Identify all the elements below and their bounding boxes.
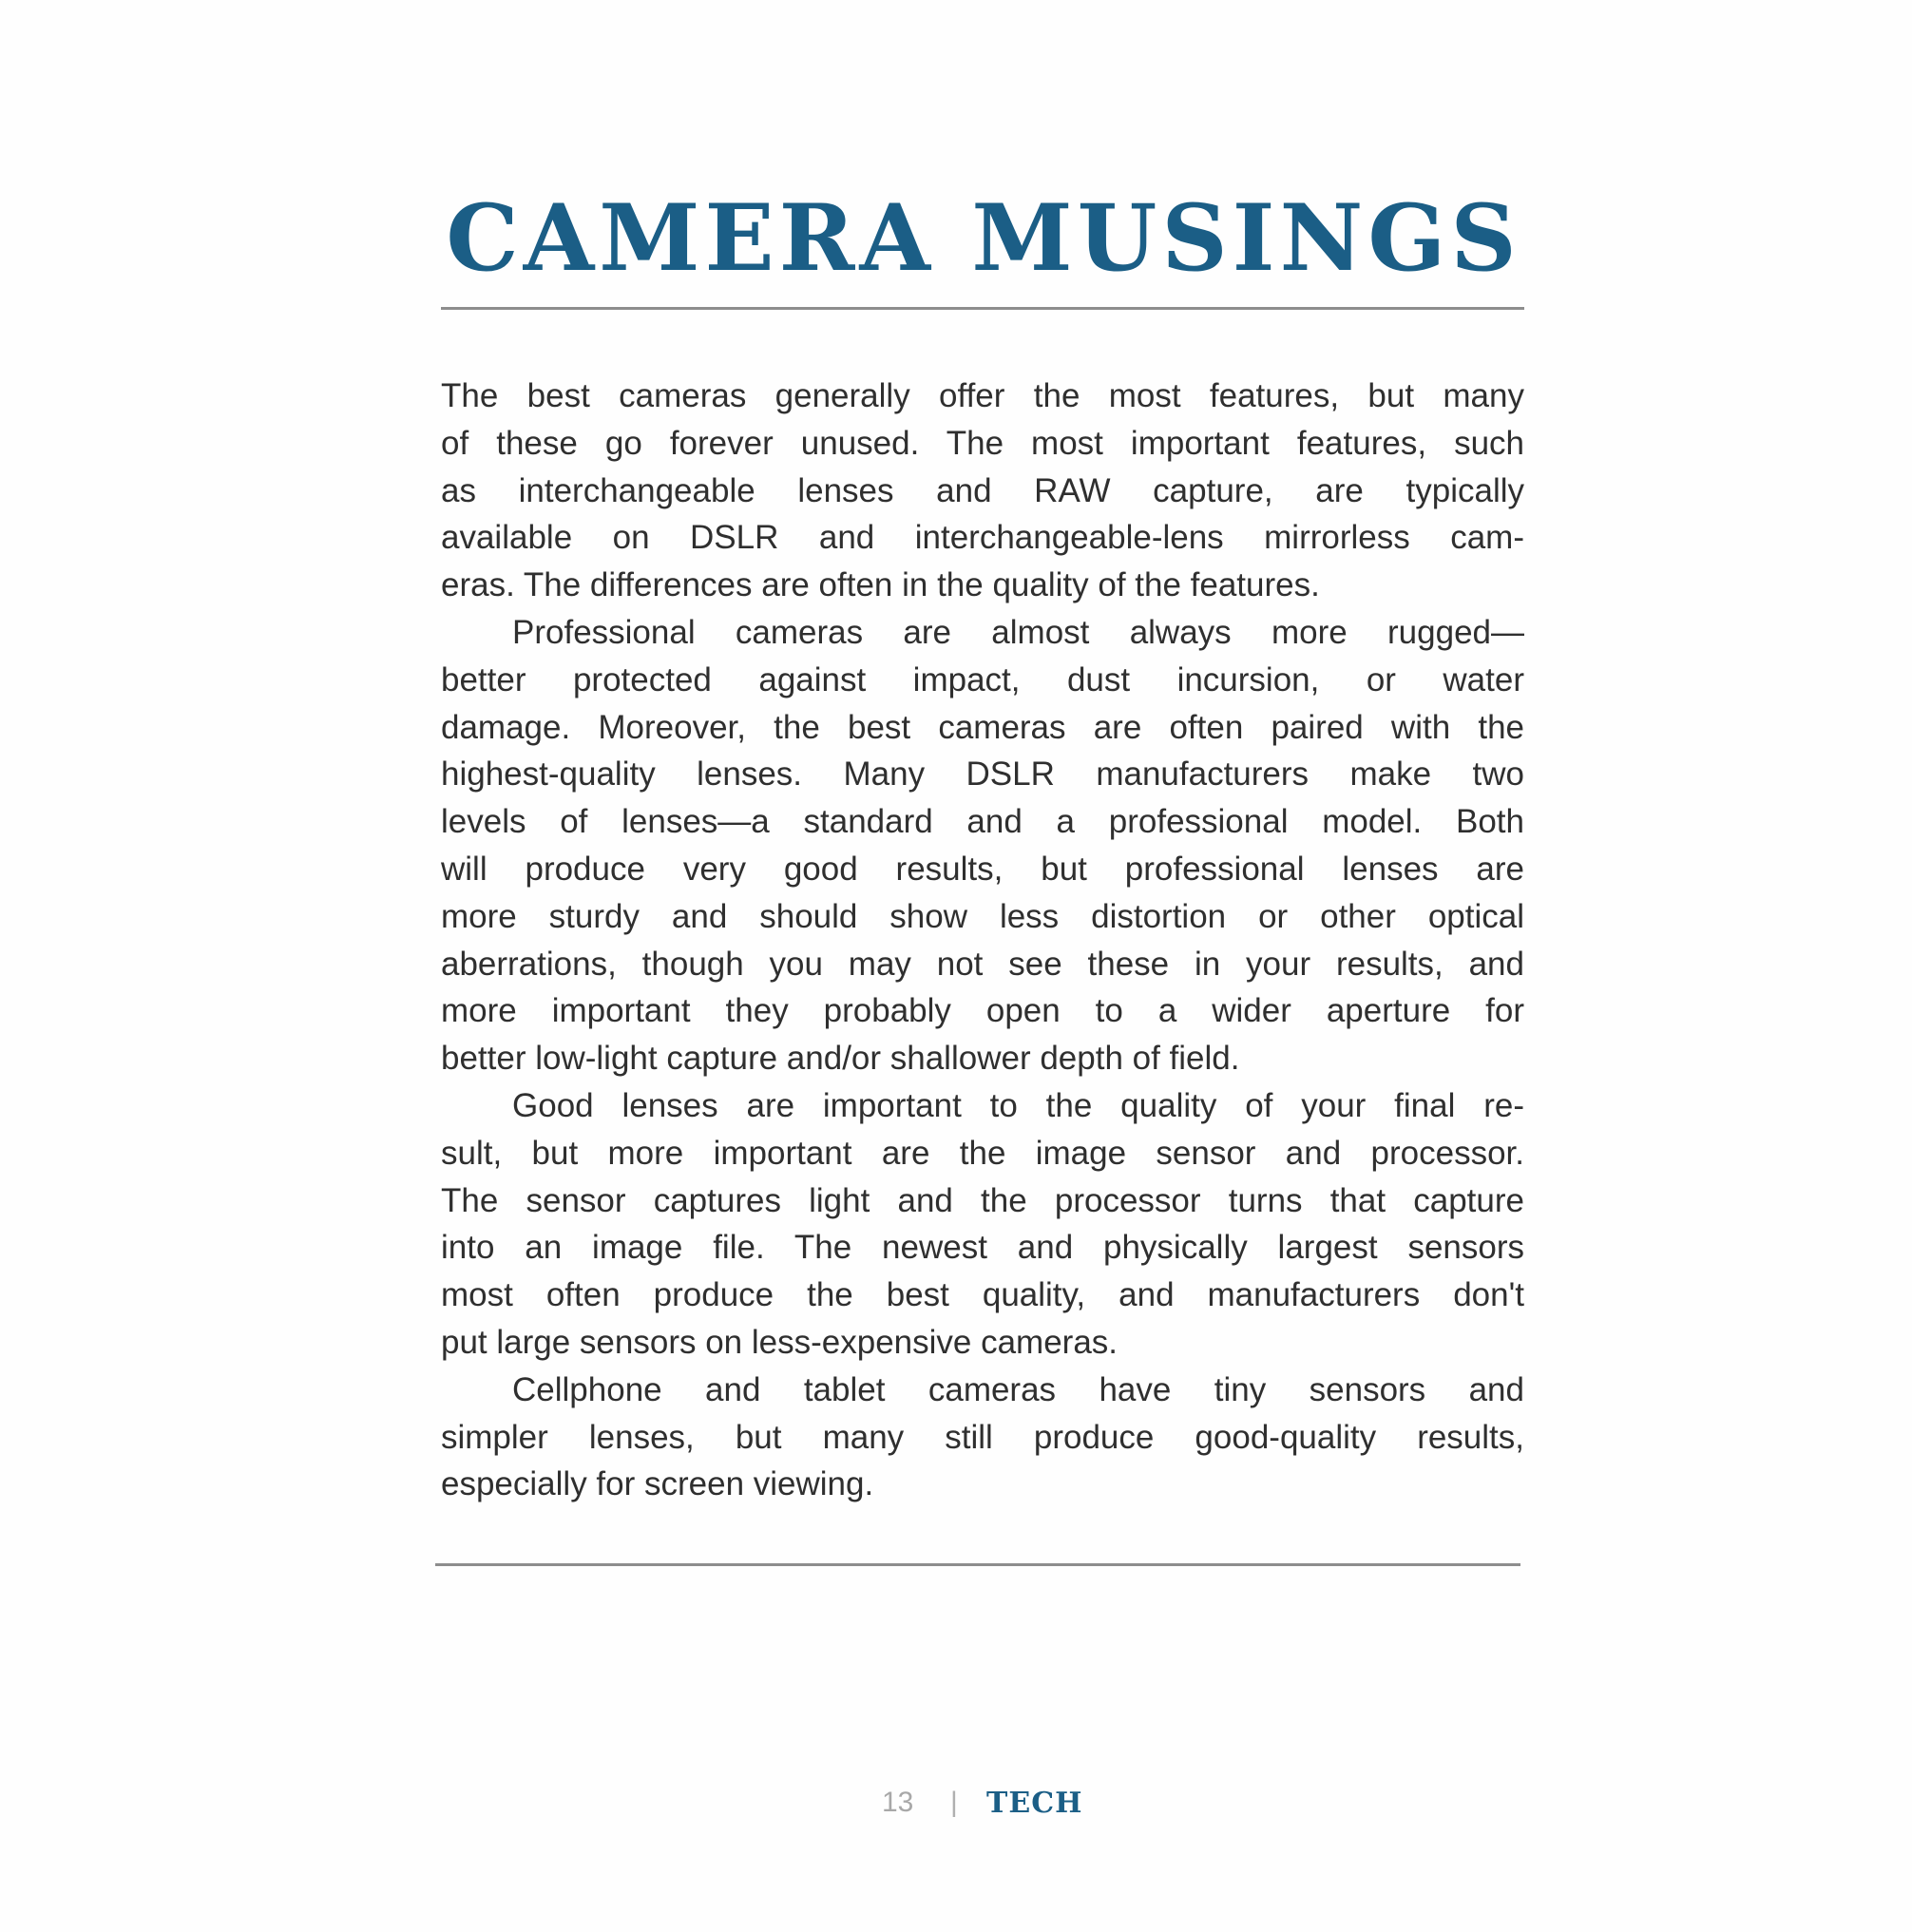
text-line: put large sensors on less-expensive cameras. (441, 1323, 1119, 1361)
text-line: better protected against impact, dust incursion, or water (441, 660, 1524, 698)
section-label: TECH (986, 1787, 1083, 1820)
footer-separator: | (950, 1787, 958, 1818)
text-line: will produce very good results, but professional lenses are (441, 850, 1524, 888)
top-divider (441, 307, 1524, 310)
text-line: better low-light capture and/or shallower depth of field. (441, 1040, 1240, 1078)
text-line: The sensor captures light and the processor turns that capture (441, 1181, 1524, 1219)
text-line: Good lenses are important to the quality of your final re- (512, 1086, 1524, 1124)
page-number: 13 (882, 1787, 914, 1818)
paragraph (441, 1082, 1524, 1367)
bottom-divider (435, 1563, 1520, 1566)
text-line: simpler lenses, but many still produce good-quality results, (441, 1418, 1524, 1456)
page-title: CAMERA MUSINGS (446, 184, 1521, 292)
text-line: sult, but more important are the image sensor and processor. (441, 1134, 1524, 1172)
text-line: especially for screen viewing. (441, 1465, 874, 1503)
paragraph (441, 1367, 1524, 1508)
text-line: Professional cameras are almost always more rugged— (512, 613, 1524, 651)
text-line: highest-quality lenses. Many DSLR manufacturers make two (441, 756, 1524, 794)
text-line: more sturdy and should show less distortion or other optical (441, 897, 1524, 935)
article-body (441, 373, 1524, 1508)
text-line: Cellphone and tablet cameras have tiny sensors and (512, 1370, 1524, 1408)
page-footer (0, 1787, 1912, 1825)
text-line: of these go forever unused. The most important features, such (441, 424, 1524, 462)
text-line: aberrations, though you may not see these in your results, and (441, 945, 1524, 983)
text-line: most often produce the best quality, and manufacturers don't (441, 1276, 1524, 1314)
text-line: damage. Moreover, the best cameras are often paired with the (441, 708, 1524, 746)
text-line: into an image file. The newest and physically largest sensors (441, 1229, 1524, 1267)
text-line: The best cameras generally offer the most features, but many (441, 377, 1524, 414)
text-line: available on DSLR and interchangeable-lens mirrorless cam- (441, 519, 1524, 557)
text-line: more important they probably open to a wider aperture for (441, 992, 1524, 1030)
paragraph (441, 373, 1524, 609)
paragraph (441, 609, 1524, 1082)
text-line: eras. The differences are often in the quality of the features. (441, 566, 1320, 604)
text-line: as interchangeable lenses and RAW capture, are typically (441, 471, 1524, 509)
text-line: levels of lenses—a standard and a professional model. Both (441, 803, 1524, 841)
